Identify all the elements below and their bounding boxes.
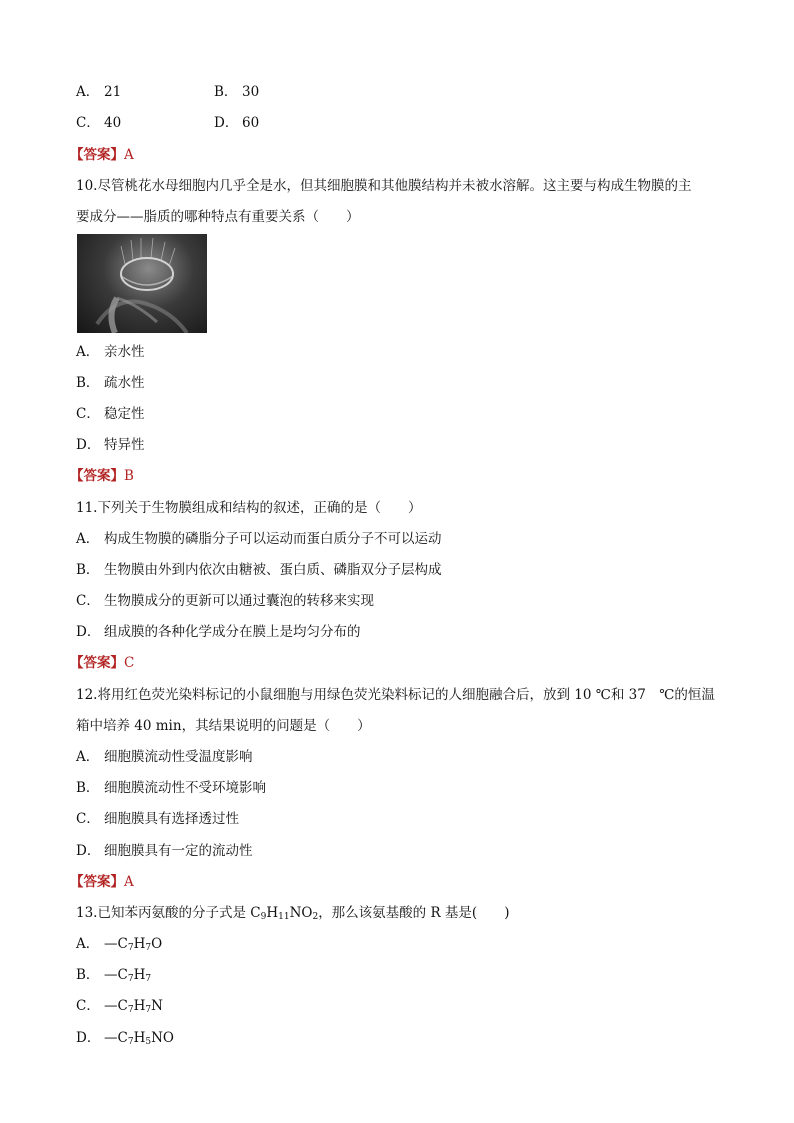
q11-answer: 【答案】C	[70, 655, 135, 671]
q9-option-d: D． 60	[214, 115, 260, 131]
q10-option-c: C． 稳定性	[76, 406, 145, 422]
q10-stem-line1: 10.尽管桃花水母细胞内几乎全是水，但其细胞膜和其他膜结构并未被水溶解。这主要与构成生物膜的主	[76, 178, 692, 194]
q11-stem: 11.下列关于生物膜组成和结构的叙述，正确的是（ ）	[76, 500, 422, 516]
q10-answer: 【答案】B	[70, 468, 134, 484]
q9-answer: 【答案】A	[70, 147, 134, 163]
q12-option-b: B． 细胞膜流动性不受环境影响	[76, 780, 266, 796]
q13-option-d: D． $—C_7H_5NO$	[76, 1030, 174, 1047]
jellyfish-photo	[77, 234, 207, 333]
q10-option-a: A． 亲水性	[76, 344, 145, 360]
q13-option-a: A． $—C_7H_7O$	[76, 936, 163, 953]
q12-stem-line2: 箱中培养 40 min，其结果说明的问题是（ ）	[76, 718, 371, 734]
q13-option-c: C． $—C_7H_7N$	[76, 998, 163, 1015]
q10-stem-line2: 要成分——脂质的哪种特点有重要关系（ ）	[76, 209, 360, 225]
q12-option-a: A． 细胞膜流动性受温度影响	[76, 749, 253, 765]
q11-option-d: D． 组成膜的各种化学成分在膜上是均匀分布的	[76, 624, 361, 640]
q11-option-c: C． 生物膜成分的更新可以通过囊泡的转移来实现	[76, 593, 374, 609]
q12-option-c: C． 细胞膜具有选择透过性	[76, 811, 239, 827]
q10-option-d: D． 特异性	[76, 437, 145, 453]
q9-option-b: B． 30	[214, 84, 260, 100]
q13-option-b: B． $—C_7H_7$	[76, 967, 152, 984]
q13-stem: 13.已知苯丙氨酸的分子式是 $C_9H_{11}NO_2$，那么该氨基酸的 R 基是( )	[76, 905, 510, 922]
q9-option-c: C． 40	[76, 115, 122, 131]
q11-option-b: B． 生物膜由外到内依次由糖被、蛋白质、磷脂双分子层构成	[76, 562, 442, 578]
q12-stem-line1: 12.将用红色荧光染料标记的小鼠细胞与用绿色荧光染料标记的人细胞融合后，放到 10 ℃和 37 ℃的恒温	[76, 687, 715, 703]
q10-option-b: B． 疏水性	[76, 375, 145, 391]
q9-option-a: A． 21	[76, 84, 122, 100]
jellyfish-illustration	[77, 234, 207, 333]
q12-answer: 【答案】A	[70, 874, 134, 890]
q12-option-d: D． 细胞膜具有一定的流动性	[76, 843, 253, 859]
q11-option-a: A． 构成生物膜的磷脂分子可以运动而蛋白质分子不可以运动	[76, 531, 442, 547]
